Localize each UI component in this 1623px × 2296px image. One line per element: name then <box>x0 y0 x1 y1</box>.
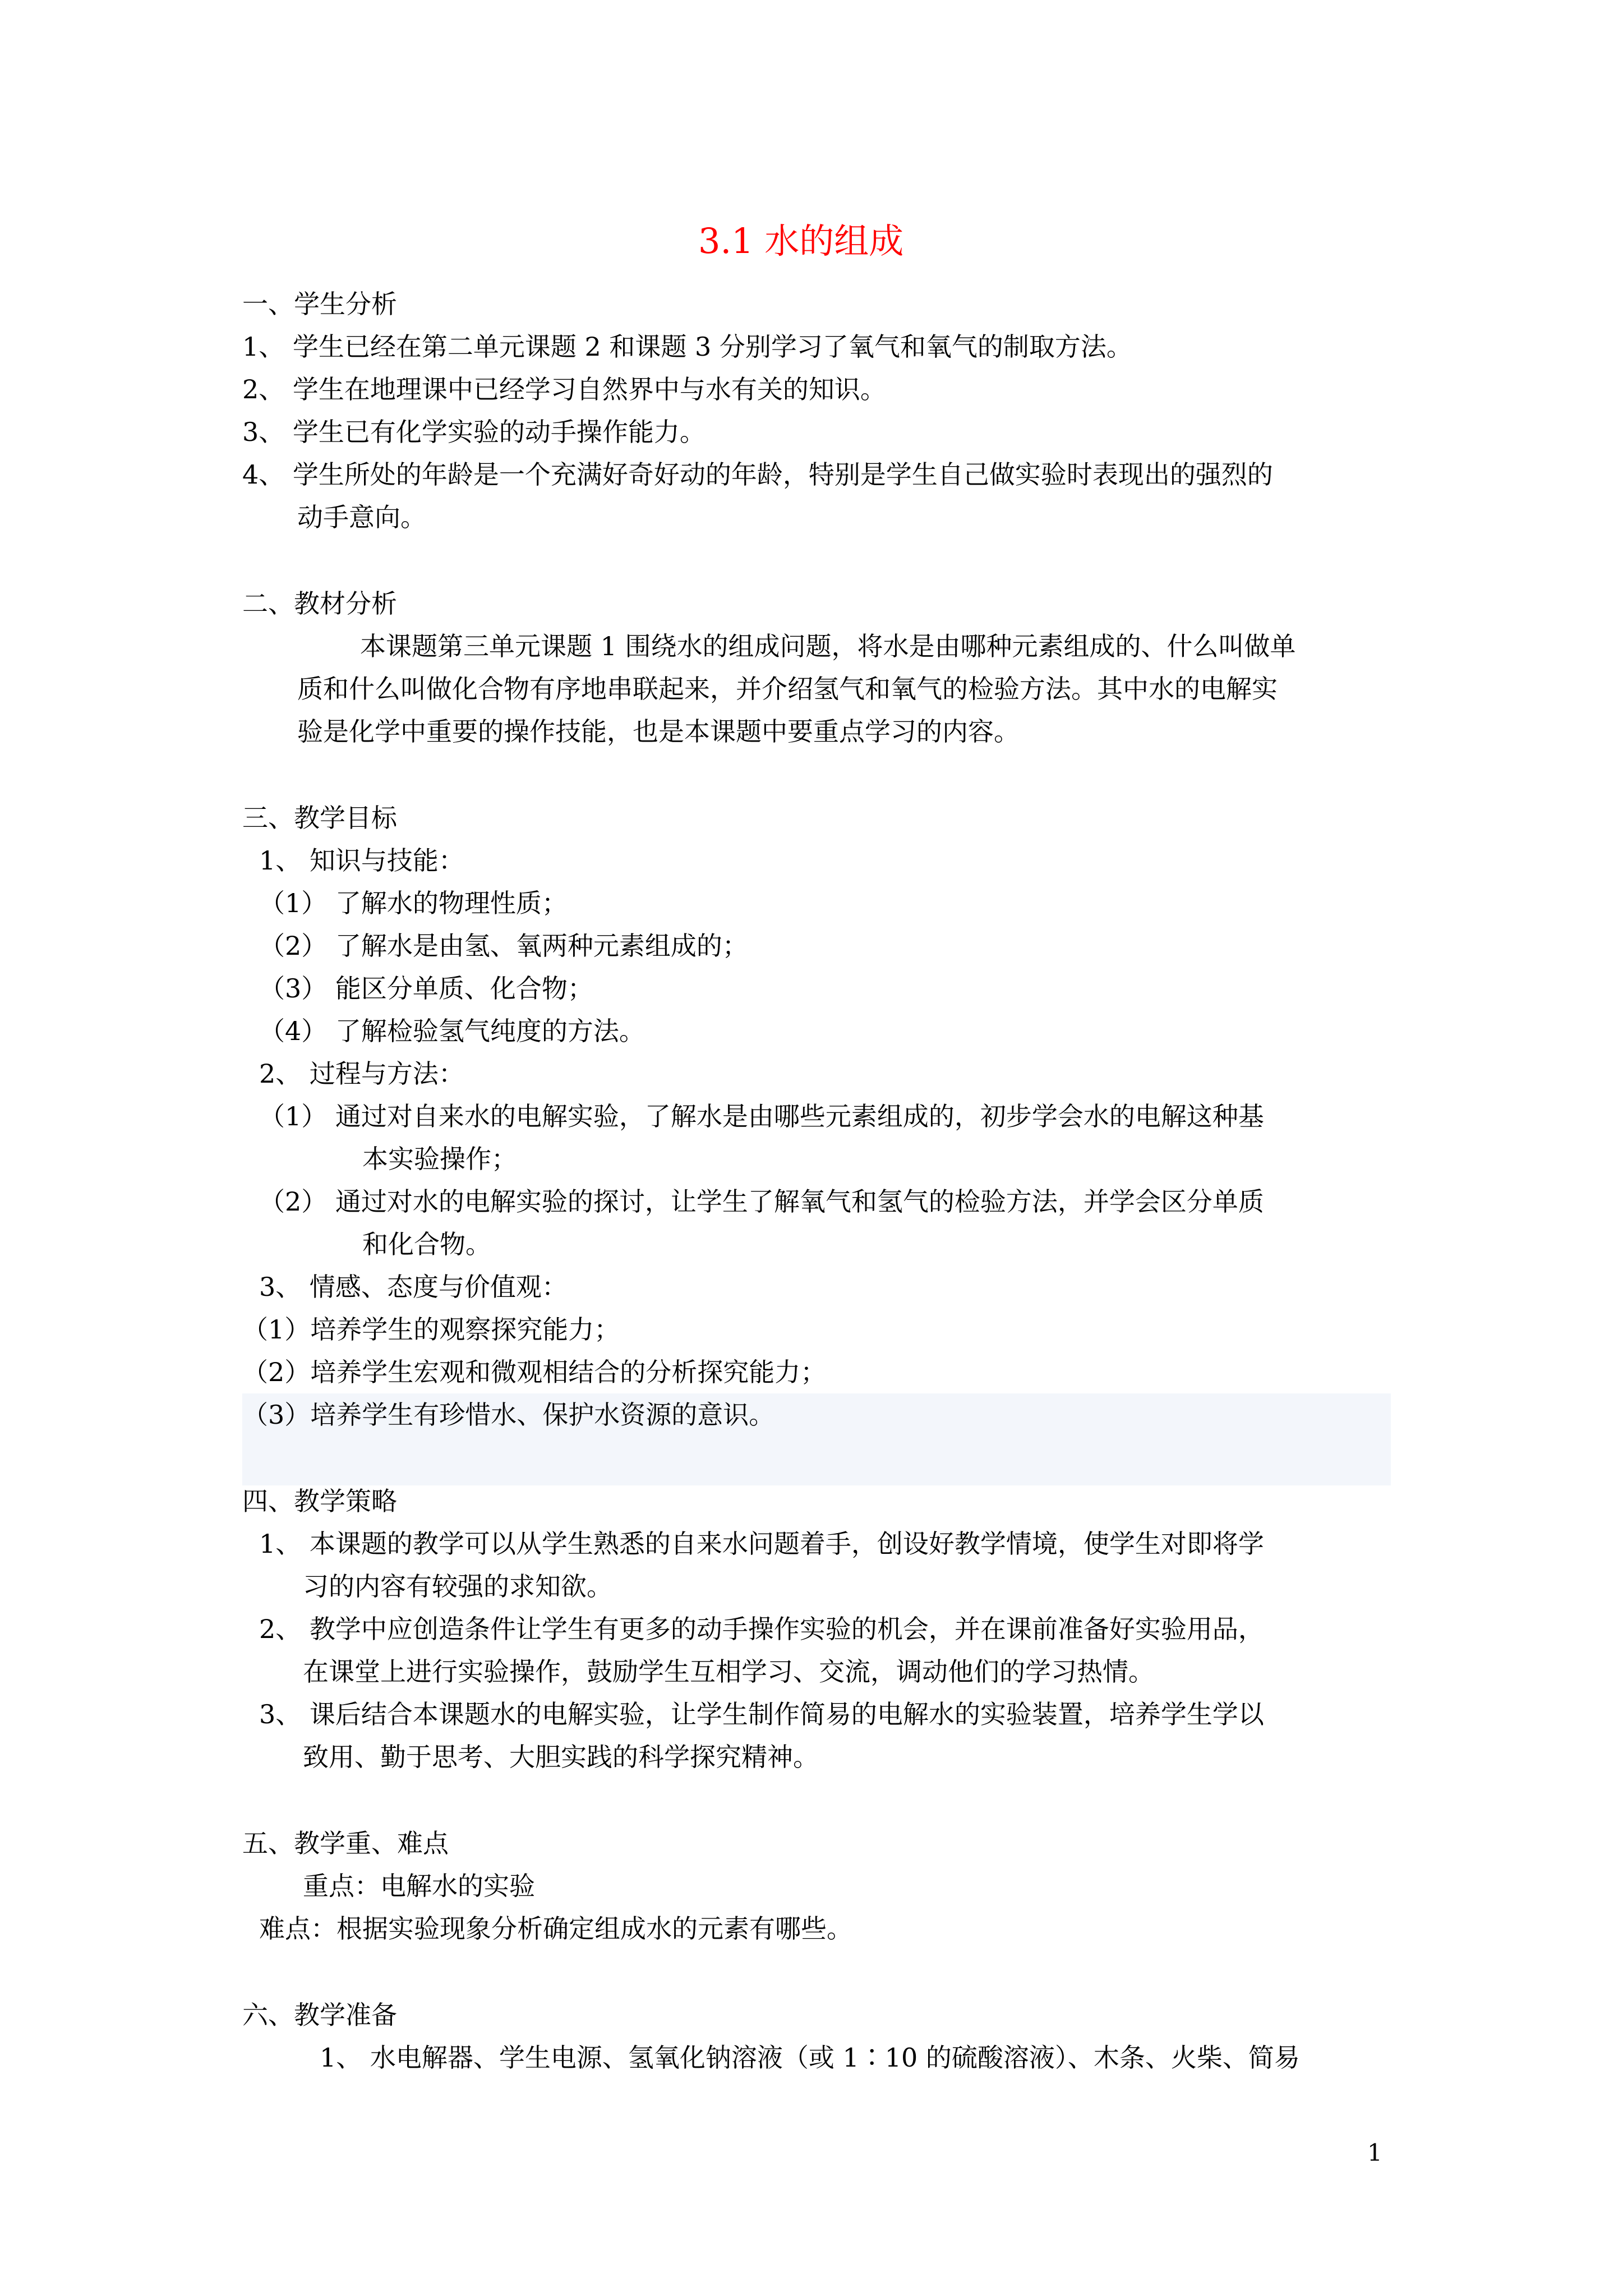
list-item-continuation: 本实验操作； <box>362 1144 517 1174</box>
list-item: 1、 本课题的教学可以从学生熟悉的自来水问题着手，创设好教学情境，使学生对即将学 <box>259 1529 1264 1559</box>
section-heading-1: 一、学生分析 <box>242 289 397 319</box>
section-heading-4: 四、教学策略 <box>242 1486 397 1516</box>
list-item: 2、 学生在地理课中已经学习自然界中与水有关的知识。 <box>242 374 886 404</box>
subheading: 1、 知识与技能： <box>259 845 464 876</box>
list-item-continuation: 在课堂上进行实验操作，鼓励学生互相学习、交流，调动他们的学习热情。 <box>303 1657 1154 1687</box>
paragraph-line: 验是化学中重要的操作技能，也是本课题中要重点学习的内容。 <box>297 716 1020 747</box>
list-item-continuation: 致用、勤于思考、大胆实践的科学探究精神。 <box>303 1742 819 1772</box>
key-point: 重点：电解水的实验 <box>303 1871 535 1901</box>
list-item: （3） 能区分单质、化合物； <box>259 973 593 1004</box>
list-item: 2、 教学中应创造条件让学生有更多的动手操作实验的机会，并在课前准备好实验用品， <box>259 1614 1264 1644</box>
list-item: （1） 了解水的物理性质； <box>259 888 568 918</box>
list-item: 3、 课后结合本课题水的电解实验，让学生制作简易的电解水的实验装置，培养学生学以 <box>259 1699 1264 1729</box>
section-heading-3: 三、教学目标 <box>242 803 397 833</box>
list-item-continuation: 动手意向。 <box>297 502 426 532</box>
list-item: （3）培养学生有珍惜水、保护水资源的意识。 <box>242 1400 775 1430</box>
section-heading-5: 五、教学重、难点 <box>242 1828 449 1858</box>
list-item: 4、 学生所处的年龄是一个充满好奇好动的年龄，特别是学生自己做实验时表现出的强烈的 <box>242 459 1273 490</box>
list-item: （1） 通过对自来水的电解实验，了解水是由哪些元素组成的，初步学会水的电解这种基 <box>259 1101 1264 1131</box>
document-title: 3.1 水的组成 <box>698 220 904 261</box>
list-item: （2） 通过对水的电解实验的探讨，让学生了解氧气和氢气的检验方法，并学会区分单质 <box>259 1186 1264 1217</box>
list-item: 3、 学生已有化学实验的动手操作能力。 <box>242 417 706 447</box>
section-heading-2: 二、教材分析 <box>242 588 397 619</box>
list-item-continuation: 习的内容有较强的求知欲。 <box>303 1571 612 1602</box>
subheading: 2、 过程与方法： <box>259 1059 464 1089</box>
list-item: （2）培养学生宏观和微观相结合的分析探究能力； <box>242 1357 827 1387</box>
paragraph-line: 质和什么叫做化合物有序地串联起来，并介绍氢气和氧气的检验方法。其中水的电解实 <box>297 674 1278 704</box>
subheading: 3、 情感、态度与价值观： <box>259 1272 568 1302</box>
paragraph-line: 本课题第三单元课题 1 围绕水的组成问题，将水是由哪种元素组成的、什么叫做单 <box>360 631 1296 661</box>
section-heading-6: 六、教学准备 <box>242 2000 397 2030</box>
difficult-point: 难点：根据实验现象分析确定组成水的元素有哪些。 <box>259 1913 852 1944</box>
list-item: （4） 了解检验氢气纯度的方法。 <box>259 1016 645 1046</box>
list-item-continuation: 和化合物。 <box>362 1229 491 1259</box>
list-item: （2） 了解水是由氢、氧两种元素组成的； <box>259 931 748 961</box>
list-item: 1、 学生已经在第二单元课题 2 和课题 3 分别学习了氧气和氧气的制取方法。 <box>242 332 1132 362</box>
list-item: （1）培养学生的观察探究能力； <box>242 1314 620 1345</box>
list-item: 1、 水电解器、学生电源、氢氧化钠溶液（或 1∶10 的硫酸溶液）、木条、火柴、简易 <box>320 2042 1300 2073</box>
page-number: 1 <box>1367 2139 1382 2166</box>
